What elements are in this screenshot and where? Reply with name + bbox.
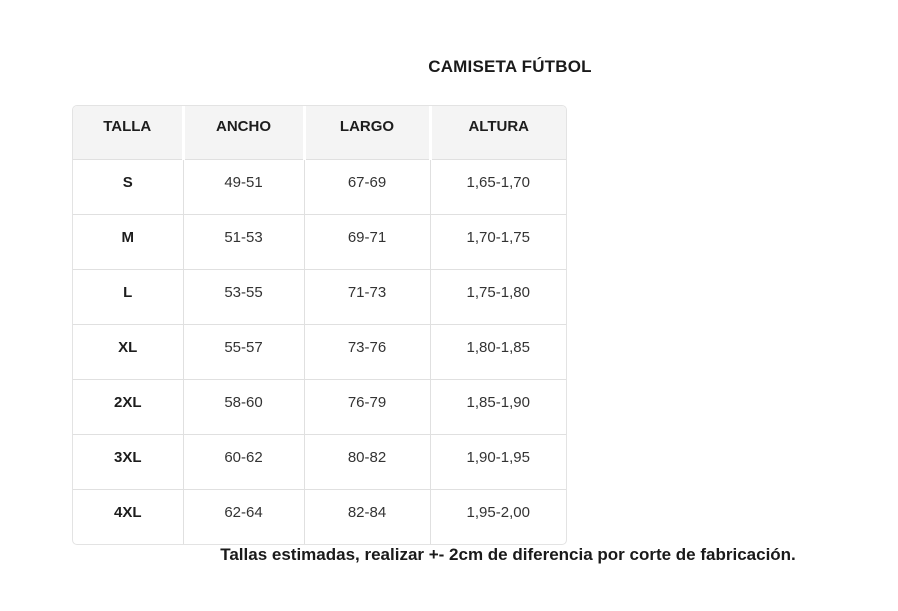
footer-note: Tallas estimadas, realizar +- 2cm de diferencia por corte de fabricación. — [220, 545, 796, 564]
cell-talla: S — [73, 159, 183, 214]
cell-talla: XL — [73, 324, 183, 379]
table-row — [73, 489, 566, 544]
table-row — [73, 379, 566, 434]
cell-altura: 1,85-1,90 — [430, 379, 566, 434]
size-chart-table-container — [72, 105, 567, 545]
cell-ancho: 60-62 — [183, 434, 304, 489]
cell-largo: 80-82 — [304, 434, 430, 489]
cell-ancho: 53-55 — [183, 269, 304, 324]
table-header-cell: LARGO — [304, 106, 430, 159]
cell-talla: M — [73, 214, 183, 269]
cell-largo: 76-79 — [304, 379, 430, 434]
table-header-row — [73, 106, 566, 159]
cell-ancho: 58-60 — [183, 379, 304, 434]
cell-altura: 1,65-1,70 — [430, 159, 566, 214]
cell-largo: 67-69 — [304, 159, 430, 214]
cell-largo: 71-73 — [304, 269, 430, 324]
table-row — [73, 434, 566, 489]
cell-altura: 1,95-2,00 — [430, 489, 566, 544]
cell-ancho: 49-51 — [183, 159, 304, 214]
page-title: CAMISETA FÚTBOL — [428, 57, 592, 76]
cell-talla: 4XL — [73, 489, 183, 544]
table-row — [73, 324, 566, 379]
table-header-cell: ANCHO — [183, 106, 304, 159]
cell-talla: 2XL — [73, 379, 183, 434]
table-row — [73, 214, 566, 269]
cell-largo: 73-76 — [304, 324, 430, 379]
table-row — [73, 269, 566, 324]
cell-altura: 1,75-1,80 — [430, 269, 566, 324]
cell-talla: L — [73, 269, 183, 324]
cell-altura: 1,70-1,75 — [430, 214, 566, 269]
cell-altura: 1,90-1,95 — [430, 434, 566, 489]
cell-ancho: 55-57 — [183, 324, 304, 379]
cell-talla: 3XL — [73, 434, 183, 489]
size-chart-table — [73, 106, 566, 544]
cell-largo: 69-71 — [304, 214, 430, 269]
cell-altura: 1,80-1,85 — [430, 324, 566, 379]
cell-largo: 82-84 — [304, 489, 430, 544]
cell-ancho: 51-53 — [183, 214, 304, 269]
table-header-cell: ALTURA — [430, 106, 566, 159]
table-header-cell: TALLA — [73, 106, 183, 159]
cell-ancho: 62-64 — [183, 489, 304, 544]
table-row — [73, 159, 566, 214]
